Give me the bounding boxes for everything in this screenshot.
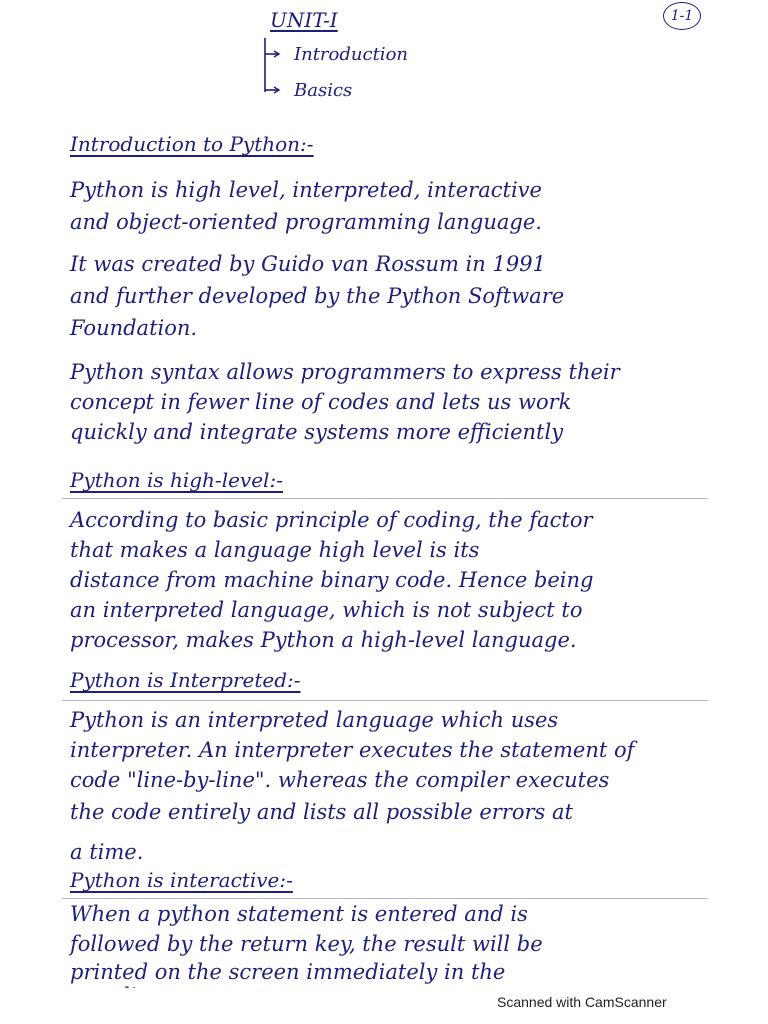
text-line: Python is an interpreted language which uses xyxy=(70,708,559,732)
section-heading-high-level: Python is high-level:- xyxy=(70,468,283,492)
section-heading-interactive: Python is interactive:- xyxy=(70,868,293,892)
text-line: the code entirely and lists all possible errors at xyxy=(70,800,573,824)
text-line: Foundation. xyxy=(70,316,198,340)
text-line: When a python statement is entered and is xyxy=(70,902,528,926)
topic-tree-connector xyxy=(262,36,282,98)
text-line: distance from machine binary code. Hence being xyxy=(70,568,594,592)
text-line: processor, makes Python a high-level language. xyxy=(70,628,577,652)
text-line: printed on the screen immediately in the xyxy=(70,960,506,984)
text-line: that makes a language high level is its xyxy=(70,538,480,562)
tree-item-introduction: Introduction xyxy=(294,44,408,65)
text-line: a time. xyxy=(70,840,144,864)
tree-item-basics: Basics xyxy=(294,80,353,101)
text-line: concept in fewer line of codes and lets us work xyxy=(70,390,572,414)
text-line: an interpreted language, which is not subject to xyxy=(70,598,583,622)
text-line: According to basic principle of coding, the factor xyxy=(70,508,593,532)
section-divider xyxy=(62,700,708,701)
text-line: and further developed by the Python Software xyxy=(70,284,565,308)
text-line: Python is high level, interpreted, interactive xyxy=(70,178,542,202)
section-divider xyxy=(62,498,708,499)
text-line: quickly and integrate systems more efficiently xyxy=(70,420,564,444)
page-number-badge: 1-1 xyxy=(663,2,701,30)
section-heading-interpreted: Python is Interpreted:- xyxy=(70,668,301,692)
text-line: followed by the return key, the result will be xyxy=(70,932,543,956)
section-divider xyxy=(62,898,708,899)
text-line: Python syntax allows programmers to express their xyxy=(70,360,620,384)
text-line: and object-oriented programming language. xyxy=(70,210,542,234)
camscanner-watermark: Scanned with CamScanner xyxy=(497,994,667,1010)
section-heading-introduction: Introduction to Python:- xyxy=(70,132,314,156)
unit-title: UNIT-I xyxy=(270,8,338,32)
text-line: code "line-by-line". whereas the compiler executes xyxy=(70,768,610,792)
text-line: interpreter. An interpreter executes the statement of xyxy=(70,738,635,762)
text-line: It was created by Guido van Rossum in 1991 xyxy=(70,252,546,276)
